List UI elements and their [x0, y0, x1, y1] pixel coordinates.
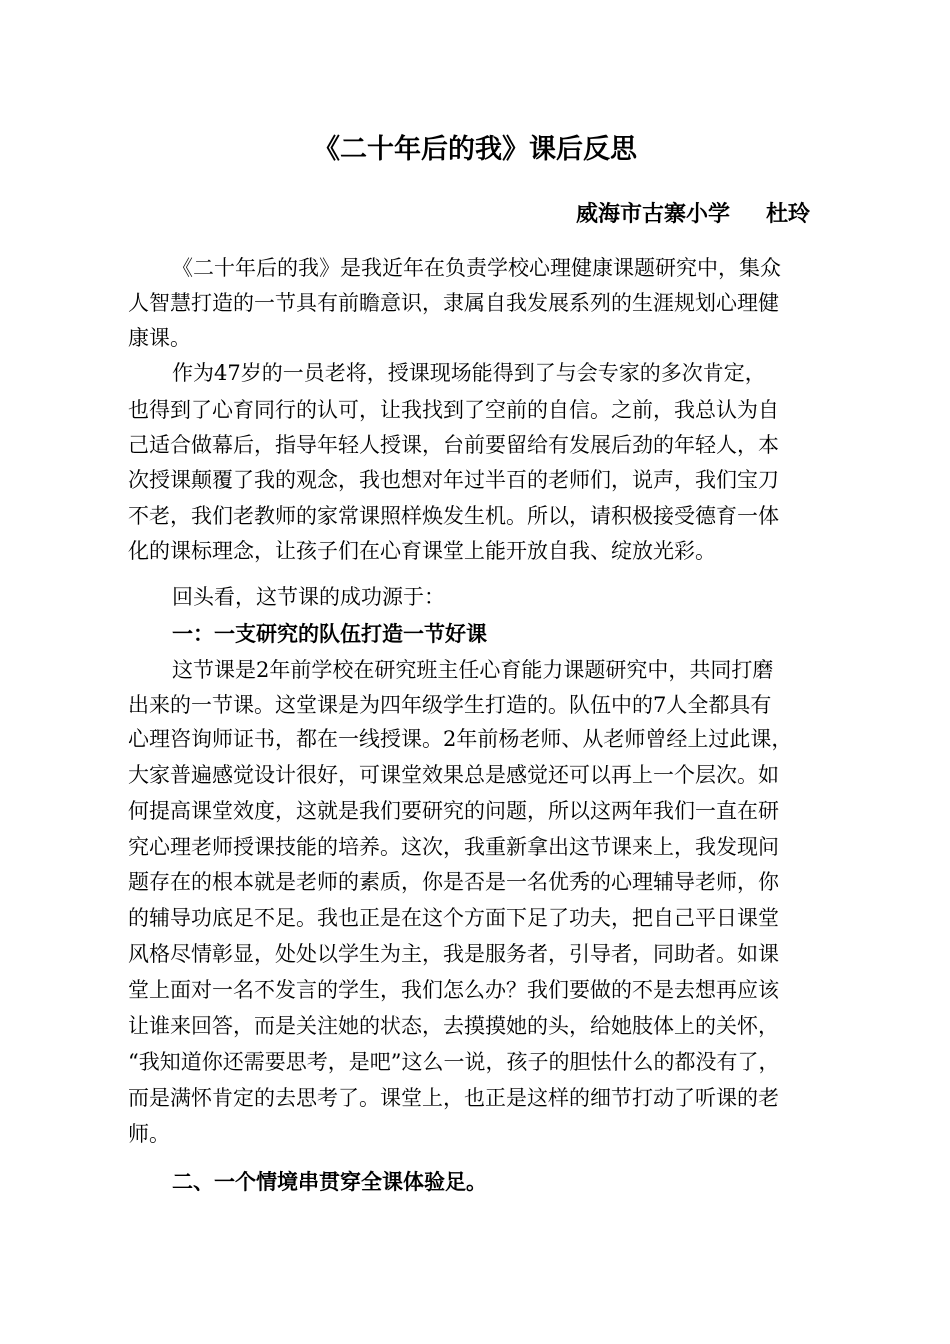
paragraph-line: 己适合做幕后，指导年轻人授课，台前要留给有发展后劲的年轻人，本: [128, 433, 779, 457]
paragraph-line: 不老，我们老教师的家常课照样焕发生机。所以，请积极接受德育一体: [128, 504, 779, 528]
paragraph-line: 何提高课堂效度，这就是我们要研究的问题，所以这两年我们一直在研: [128, 799, 779, 823]
school-name: 威海市古寨小学: [575, 201, 730, 227]
paragraph-line: 究心理老师授课技能的培养。这次，我重新拿出这节课来上，我发现问: [128, 835, 779, 859]
paragraph-line: 出来的一节课。这堂课是为四年级学生打造的。队伍中的7人全都具有: [128, 693, 772, 717]
paragraph-line: 回头看，这节课的成功源于：: [172, 585, 445, 609]
paragraph-line: 化的课标理念，让孩子们在心育课堂上能开放自我、绽放光彩。: [128, 539, 716, 563]
paragraph-line: 风格尽情彰显，处处以学生为主，我是服务者，引导者，同助者。如课: [128, 942, 779, 966]
paragraph-line: 的辅导功底足不足。我也正是在这个方面下足了功夫，把自己平日课堂: [128, 906, 779, 930]
paragraph-line: 作为47岁的一员老将，授课现场能得到了与会专家的多次肯定，: [172, 361, 766, 385]
paragraph-line: 让谁来回答，而是关注她的状态，去摸摸她的头，给她肢体上的关怀，: [128, 1014, 779, 1038]
paragraph-line: “我知道你还需要思考，是吧”这么一说，孩子的胆怯什么的都没有了，: [128, 1050, 780, 1074]
paragraph-line: 次授课颠覆了我的观念，我也想对年过半百的老师们，说声，我们宝刀: [128, 468, 779, 492]
paragraph-line: 也得到了心育同行的认可，让我找到了空前的自信。之前，我总认为自: [128, 398, 779, 422]
paragraph-line: 《二十年后的我》是我近年在负责学校心理健康课题研究中，集众: [172, 256, 781, 280]
paragraph-line: 师。: [128, 1122, 170, 1146]
section-heading: 一：一支研究的队伍打造一节好课: [172, 621, 487, 646]
section-heading: 二、一个情境串贯穿全课体验足。: [172, 1169, 487, 1194]
author-line: [480, 198, 810, 230]
paragraph-line: 堂上面对一名不发言的学生，我们怎么办？我们要做的不是去想再应该: [128, 978, 779, 1002]
author-name: 杜玲: [765, 201, 810, 227]
paragraph-line: 这节课是2年前学校在研究班主任心育能力课题研究中，共同打磨: [172, 658, 774, 682]
paragraph-line: 而是满怀肯定的去思考了。课堂上，也正是这样的细节打动了听课的老: [128, 1086, 779, 1110]
paragraph-line: 康课。: [128, 326, 191, 350]
document-title: 《二十年后的我》课后反思: [313, 134, 637, 165]
paragraph-line: 心理咨询师证书，都在一线授课。2年前杨老师、从老师曾经上过此课，: [128, 727, 793, 751]
paragraph-line: 题存在的根本就是老师的素质，你是否是一名优秀的心理辅导老师，你: [128, 870, 779, 894]
paragraph-line: 人智慧打造的一节具有前瞻意识，隶属自我发展系列的生涯规划心理健: [128, 291, 779, 315]
paragraph-line: 大家普遍感觉设计很好，可课堂效果总是感觉还可以再上一个层次。如: [128, 763, 779, 787]
